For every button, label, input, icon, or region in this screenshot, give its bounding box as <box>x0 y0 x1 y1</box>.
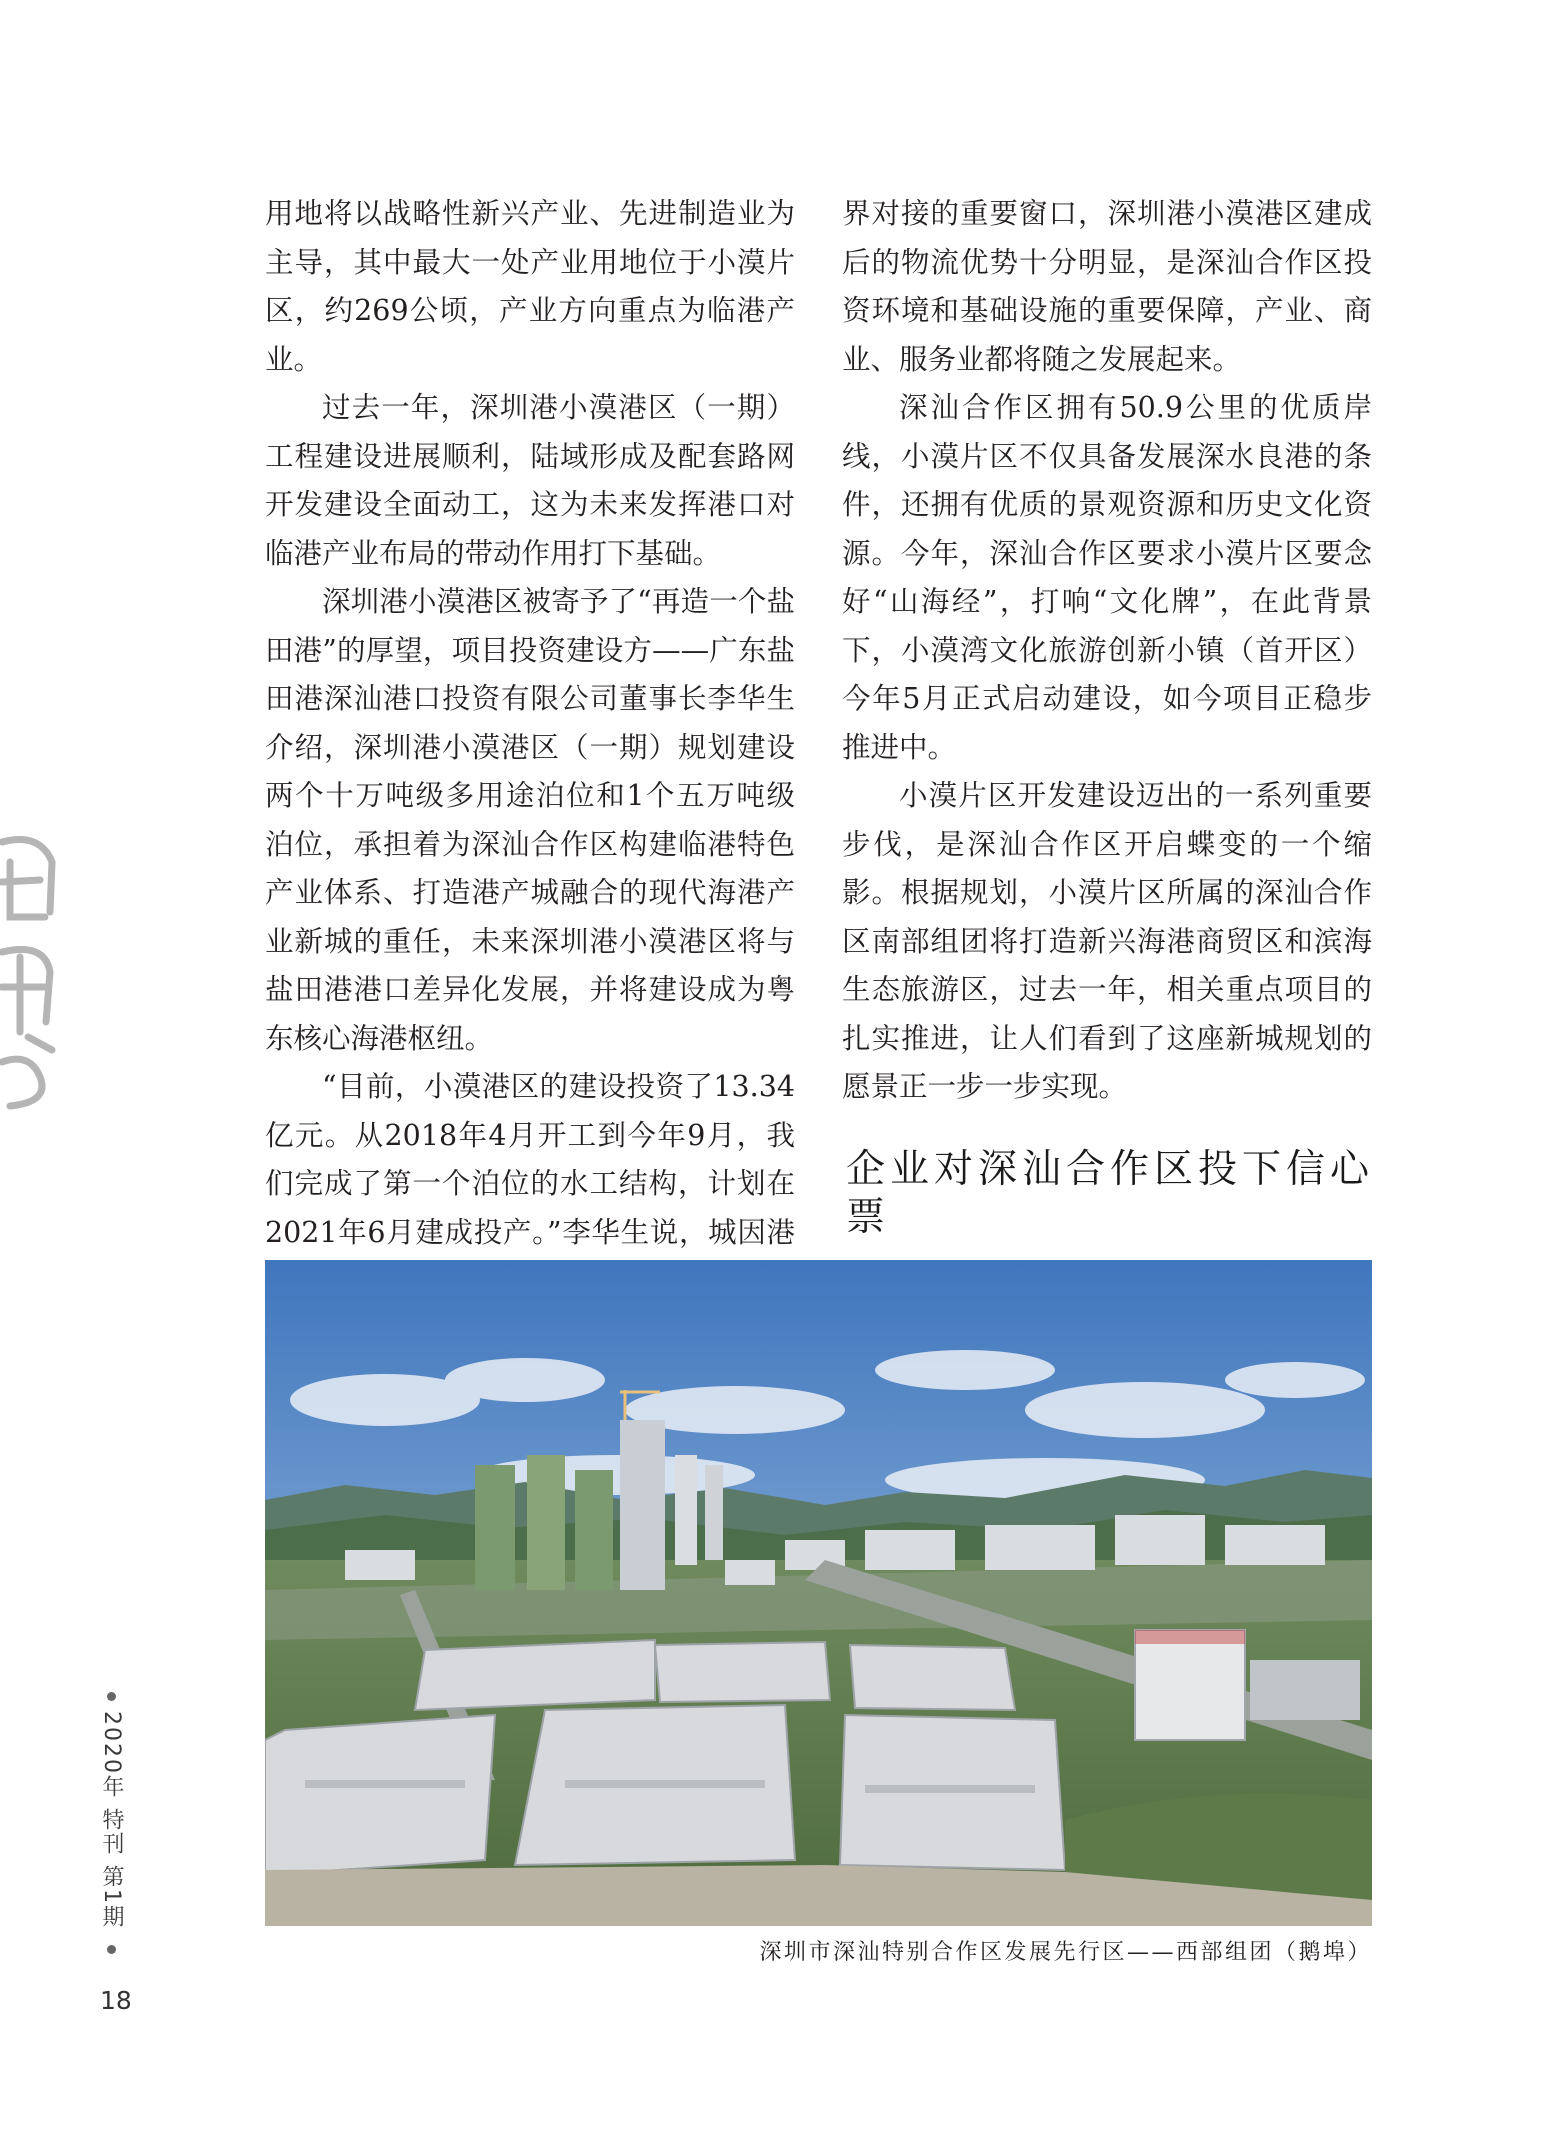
right-text-column <box>842 190 1372 1365</box>
aerial-photo-illustration <box>265 1260 1372 1926</box>
paragraph: 用地将以战略性新兴产业、先进制造业为主导，其中最大一处产业用地位于小漠片区，约269公顷，产业方向重点为临港产业。 <box>265 197 795 376</box>
issue-label-text: 2020年 特刊 第1期 <box>99 1711 124 1929</box>
paragraph: 过去一年，深圳港小漠港区（一期）工程建设进展顺利，陆域形成及配套路网开发建设全面动工，这为未来发挥港口对临港产业布局的带动作用打下基础。 <box>265 391 795 570</box>
paragraph: 深圳港小漠港区被寄予了“再造一个盐田港”的厚望，项目投资建设方——广东盐田港深汕港口投资有限公司董事长李华生介绍，深圳港小漠港区（一期）规划建设两个十万吨级多用途泊位和1个五万吨级泊位，承担着为深汕合作区构建临港特色产业体系、打造港产城融合的现代海港产业新城的重任，未来深圳港小漠港区将与盐田港港口差异化发展，并将建设成为粤东核心海港枢纽。 <box>265 585 795 1055</box>
photo-caption: 深圳市深汕特别合作区发展先行区——西部组团（鹅埠） <box>759 1940 1372 1965</box>
paragraph: “目前，小漠港区的建设投资了13.34亿元。从2018年4月开工到今年9月，我们完成了第一个泊位的水工结构，计划在2021年6月建成投产。”李华生说，城因港 <box>265 1070 795 1249</box>
paragraph: 深汕合作区拥有50.9公里的优质岸线，小漠片区不仅具备发展深水良港的条件，还拥有优质的景观资源和历史文化资源。今年，深汕合作区要求小漠片区要念好“山海经”，打响“文化牌”，在此背景下，小漠湾文化旅游创新小镇（首开区）今年5月正式启动建设，如今项目正稳步推进中。 <box>842 391 1372 764</box>
paragraph: 小漠片区开发建设迈出的一系列重要步伐，是深汕合作区开启蝶变的一个缩影。根据规划，小漠片区所属的深汕合作区南部组团将打造新兴海港商贸区和滨海生态旅游区，过去一年，相关重点项目的扎实推进，让人们看到了这座新城规划的愿景正一步一步实现。 <box>842 779 1372 1103</box>
issue-label <box>94 1692 128 1954</box>
left-text-column <box>265 190 795 1403</box>
seal-stamp-icon <box>0 822 62 1112</box>
aerial-photo <box>265 1260 1372 1926</box>
bullet-dot-icon <box>107 1692 116 1701</box>
bullet-dot-icon <box>107 1945 116 1954</box>
section-heading: 企业对深汕合作区投下信心票 <box>846 1146 1372 1240</box>
paragraph: 界对接的重要窗口，深圳港小漠港区建成后的物流优势十分明显，是深汕合作区投资环境和基础设施的重要保障，产业、商业、服务业都将随之发展起来。 <box>842 197 1372 376</box>
page-number: 18 <box>100 1986 132 2015</box>
